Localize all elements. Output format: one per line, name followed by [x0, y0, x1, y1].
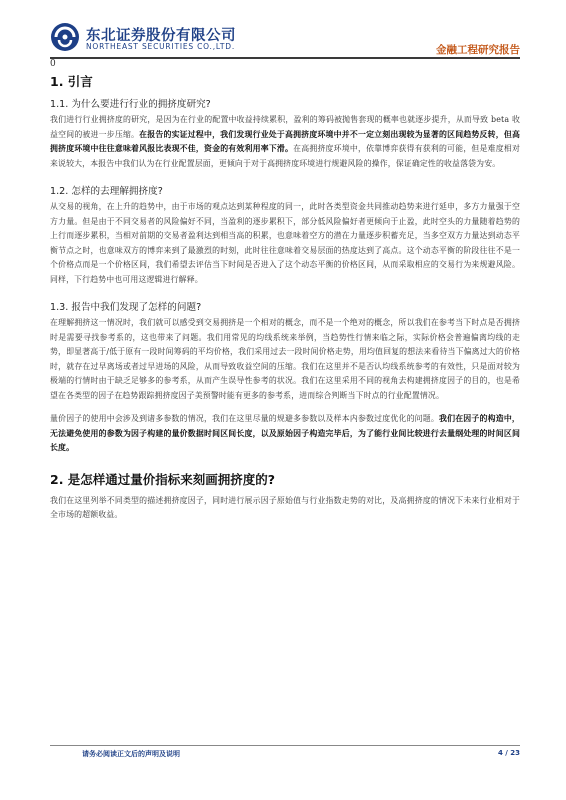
company-name-cn: 东北证券股份有限公司 [86, 28, 236, 44]
paragraph-bold-text: 我们在因子的构造中，无法避免使用的参数为因子构建的量价数据时间区间长度，以及原始因子构造完毕后，为了能行业间比较进行去量纲处理的时间区间长度。 [50, 414, 520, 452]
parameter-paragraph [50, 412, 520, 456]
company-logo-icon [50, 22, 80, 52]
paragraph-text: 量价因子的使用中会涉及到诸多参数的情况，我们在这里尽量的规避多参数以及样本内参数过度优化的问题。 [50, 414, 439, 423]
paragraph-text: 在高拥挤度环境中，依靠博弈获得有获利的可能，但是难度相对来说较大，本报告中我们认为在行业配置层面，更倾向于对于高拥挤度环境进行规避风险的操作，保证确定性的收益落袋为安。 [50, 144, 520, 168]
section-2-title: 2. 是怎样通过量价指标来刻画拥挤度的? [50, 471, 276, 487]
section-2-paragraph: 我们在这里列举不同类型的描述拥挤度因子，同时进行展示因子原始值与行业指数走势的对比，及高拥挤度的情况下未来行业相对于全市场的超额收益。 [50, 495, 520, 519]
paragraph-text: 我们进行行业拥挤度的研究，是因为在行业的配置中收益持续累积，盈利的筹码被抛售套现的概率也就逐步提升，从而导致 beta 收益空间的被进一步压缩。 [50, 115, 520, 139]
subsection-1-1-paragraph [50, 113, 520, 171]
page-header [50, 22, 520, 62]
report-type-label: 金融工程研究报告 [436, 44, 520, 56]
paragraph-bold-text: 在报告的实证过程中，我们发现行业处于高拥挤度环境中并不一定立刻出现较为显著的区间趋势反转，但高拥挤度环境中往往意味着风报比表现不佳，资金的有效利用率下滑。 [50, 129, 520, 153]
section-1-title: 1. 引言 [50, 74, 93, 89]
subsection-1-1-title: 1.1. 为什么要进行行业的拥挤度研究? [50, 99, 211, 110]
footer-divider [50, 745, 520, 746]
footer-disclaimer: 请务必阅读正文后的声明及说明 [82, 750, 180, 758]
subsection-1-3-paragraph: 在理解拥挤这一情况时，我们就可以感受到交易拥挤是一个相对的概念，而不是一个绝对的概念，所以我们在参考当下时点是否拥挤时是需要寻找参考系的，这也带来了问题。我们用常见的均线系统来举例，当趋势性行情来临之际，实际价格会普遍偏离均线的走势，即显著高于/低于原有一段时间筹码的平均价格，我们采用过去一段时间价格走势，用均值回复的想法来看待当下偏离过大的价格时，就存在过早离场或者过早进场的风险，从而导致收益空间的压缩。我们在这里并不是否认均线系统参考的有效性，只是面对较为极端的行情时由于缺乏足够多的参考系，从而产生误导性参考的状况。我们在这里采用不同的视角去构建拥挤度因子的目的，也是希望在各类型的因子在趋势跟踪拥挤度因子美预警时能有更多的参考系，进而综合判断当下时点的行业配置情况。 [50, 318, 520, 400]
main-content [50, 72, 520, 523]
subsection-1-2-paragraph: 从交易的视角，在上升的趋势中，由于市场的观点达到某种程度的同一，此时各类型资金共同推动趋势来进行延申，多方力量强于空方力量。但是由于不同交易者的风险偏好不同，当盈利的逐步累积下，部分低风险偏好者更倾向于止盈，此时空头的力量随着趋势的上行而逐步累积，当相对前期的交易者盈利达到相当高的积累，也意味着空方的潜在力量逐步积蓄充足，当多空双方力量达到动态平衡节点之时，也意味双方的博弈来到了最激烈的时刻，此时往往意味着交易层面的热度达到了高点。这个动态平衡的阶段往往不是一个价格点而是一个价格区间，我们希望去评估当下时间是否进入了这个动态平衡的价格区间，从而采取相应的交易行为来规避风险。同样，下行趋势中也可用这逻辑进行解释。 [50, 202, 520, 284]
header-divider [50, 57, 520, 59]
subsection-1-2-title: 1.2. 怎样的去理解拥挤度? [50, 186, 163, 197]
footer-page-number: 4 / 23 [497, 749, 520, 757]
subsection-1-3-title: 1.3. 报告中我们发现了怎样的问题? [50, 302, 202, 313]
company-name-en: NORTHEAST SECURITIES CO.,LTD. [86, 42, 236, 51]
page-marker: 0 [50, 59, 56, 69]
